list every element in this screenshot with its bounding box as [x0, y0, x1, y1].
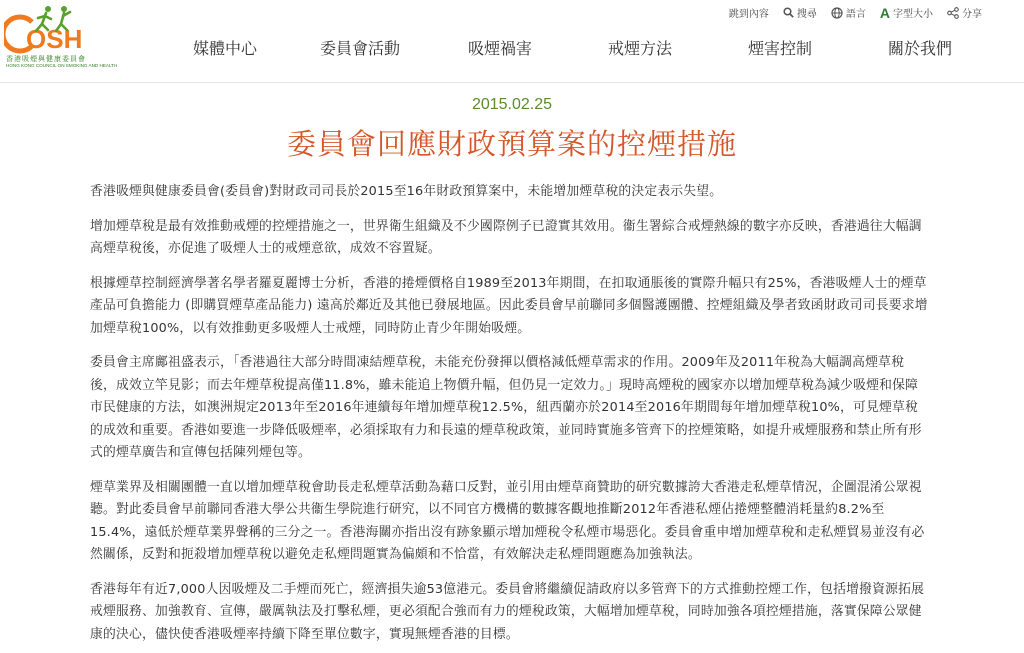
- article-paragraph: 根據煙草控制經濟學著名學者羅夏麗博士分析，香港的捲煙價格自1989至2013年期間，在扣取通脹後的實際升幅只有25%，香港吸煙人士的煙草產品可負擔能力 (即購買煙草產品能力) 遠高於鄰近及其他已發展地區。因此委員會早前聯同多個醫護團體、控煙組織及學者致函財政司司長要求增加煙草稅100%，以有效推動更多吸煙人士戒煙，同時防止青少年開始吸煙。: [90, 275, 928, 336]
- article-paragraph: 委員會主席鄺祖盛表示，「香港過往大部分時間凍結煙草稅，未能充份發揮以價格減低煙草需求的作用。2009年及2011年稅為大幅調高煙草稅後，成效立竿見影；而去年煙草稅提高僅11.8%，雖未能追上物價升幅，但仍見一定效力。」現時高煙稅的國家亦以增加煙草稅為減少吸煙和保障市民健康的方法，如澳洲規定2013年至2016年連續每年增加煙草稅12.5%，紐西蘭亦於2014至2016年期間每年增加煙草稅10%，可見煙草稅的成效和重要。香港如要進一步降低吸煙率，必須採取有力和長遠的煙草稅政策，並同時實施多管齊下的控煙策略，如提升戒煙服務和禁止所有形式的煙草廣告和宣傳包括陳列煙包等。: [90, 355, 922, 460]
- nav-about-us[interactable]: 關於我們: [887, 39, 952, 58]
- site-header: [0, 0, 1024, 83]
- article-paragraph: 香港每年有近7,000人因吸煙及二手煙而死亡，經濟損失逾53億港元。委員會將繼續促請政府以多管齊下的方式推動控煙工作，包括增撥資源拓展戒煙服務、加強教育、宣傳，嚴厲執法及打擊私煙，更必須配合強而有力的煙稅政策，大幅增加煙草稅，同時加強各項控煙措施，落實保障公眾健康的決心，儘快使香港吸煙率持續下降至單位數字，實現無煙香港的目標。: [90, 581, 925, 642]
- logo-chinese-name: 香港吸煙與健康委員會: [6, 56, 86, 63]
- skip-to-content-link[interactable]: 跳到內容: [728, 9, 769, 20]
- search-button[interactable]: [783, 5, 817, 20]
- nav-media-centre[interactable]: 媒體中心: [192, 39, 257, 58]
- font-size-icon: A: [879, 4, 890, 21]
- nav-quit-smoking[interactable]: 戒煙方法: [607, 39, 672, 58]
- article-paragraph: 香港吸煙與健康委員會(委員會)對財政司司長於2015至16年財政預算案中，未能增加煙草稅的決定表示失望。: [90, 184, 723, 199]
- language-label: 語言: [845, 9, 866, 20]
- logo-english-name: HONG KONG COUNCIL ON SMOKING AND HEALTH: [6, 63, 118, 68]
- main-nav: [160, 36, 990, 59]
- page-title: 委員會回應財政預算案的控煙措施: [286, 127, 737, 161]
- globe-icon: [831, 7, 843, 19]
- svg-text:OSH: OSH: [26, 24, 83, 54]
- share-button[interactable]: [947, 5, 982, 20]
- share-label: 分享: [962, 9, 982, 20]
- search-label: 搜尋: [796, 9, 817, 20]
- article-date: 2015.02.25: [471, 96, 553, 113]
- language-button[interactable]: [831, 5, 866, 20]
- logo-mark-icon: [4, 4, 128, 54]
- search-icon: [783, 7, 794, 18]
- utility-bar: [729, 5, 982, 20]
- nav-council-activities[interactable]: 委員會活動: [319, 39, 400, 58]
- font-size-button[interactable]: [880, 5, 933, 20]
- article-paragraph: 煙草業界及相關團體一直以增加煙草稅會助長走私煙草活動為藉口反對，並引用由煙草商贊助的研究數據誇大香港走私煙草情況，企圖混淆公眾視聽。對此委員會早前聯同香港大學公共衞生學院進行研究，以不同官方機構的數據客觀地推斷2012年香港私煙佔捲煙整體消耗量約8.2%至15.4%，遠低於煙草業界聲稱的三分之一。香港海關亦指出沒有跡象顯示增加煙稅令私煙市場惡化。委員會重申增加煙草稅和走私煙貿易並沒有必然關係，反對和扼殺增加煙草稅以避免走私煙問題實為偏頗和不恰當，有效解決走私煙問題應為加強執法。: [90, 479, 925, 562]
- cosh-logo[interactable]: [4, 4, 128, 70]
- nav-tobacco-control[interactable]: 煙害控制: [747, 39, 812, 58]
- font-size-label: 字型大小: [893, 9, 933, 20]
- article-paragraph: 增加煙草稅是最有效推動戒煙的控煙措施之一，世界衛生組織及不少國際例子已證實其效用。衞生署綜合戒煙熱線的數字亦反映，香港過往大幅調高煙草稅後，亦促進了吸煙人士的戒煙意欲，成效不容置疑。: [90, 218, 922, 256]
- share-icon: [947, 7, 959, 19]
- nav-smoking-harm[interactable]: 吸煙禍害: [467, 39, 532, 58]
- article-body: [90, 181, 928, 646]
